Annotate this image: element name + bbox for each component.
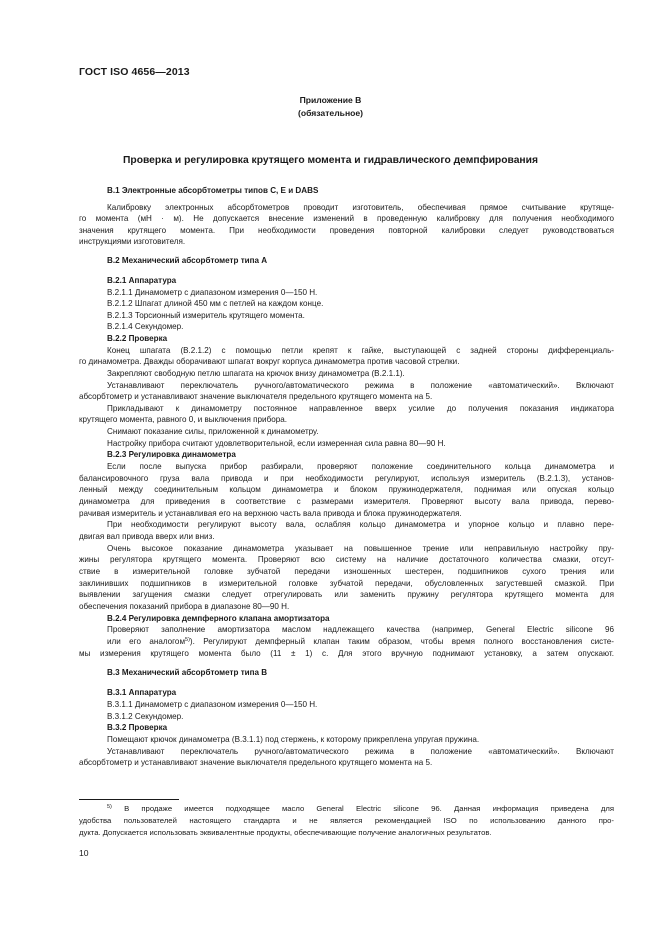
text-line: Помещают крючок динамометра (В.3.1.1) под стержень, к которому прикреплена упругая пружина. [107,735,480,744]
section-heading: Проверка и регулировка крутящего момента и гидравлического демпфирования [123,155,538,166]
text-line: мы измерения крутящего момента было (11 ± 1) с. Для этого вручную поднимают установку, а затем опускают. [79,649,614,658]
text-line: жины регулятора крутящего момента. Проверяют всю систему на наличие достаточного количества смазки, отсут- [79,555,614,564]
text-line: двигая вал привода вверх или вниз. [79,532,215,541]
text-line: абсорбтометр и устанавливают значение выключателя предельного крутящего момента на 5. [79,392,433,401]
text-line: крутящего момента, равного 0, и выключения прибора. [79,415,287,424]
text-line: ленный между соединительным кольцом динамометра и блоком пружинодержателя, поднимая или опуская кольцо [79,485,614,494]
text-line: В.2.1.2 Шпагат длиной 450 мм с петлей на каждом конце. [107,299,324,308]
text-line: го динамометра. Дважды оборачивают шпагат вокруг корпуса динамометра против часовой стрелки. [79,357,460,366]
text-line: абсорбтометр и устанавливают значение выключателя предельного крутящего момента на 5. [79,758,433,767]
text-line: Проверяют заполнение амортизатора маслом надлежащего качества (например, General Electric silicone 96 [107,625,614,634]
subsection-heading: В.2.3 Регулировка динамометра [107,450,236,459]
text-line: Устанавливают переключатель ручного/автоматического режима в положение «автоматический». Включают [107,747,614,756]
text-line-oil [79,637,614,647]
subsection-heading: В.1 Электронные абсорбтометры типов С, Е и DABS [107,186,319,195]
subsection-heading: В.3.1 Аппаратура [107,688,177,697]
footnote-mark: 5) [107,804,112,810]
footnote-first: В продаже имеется подходящее масло General Electric silicone 96. Данная информация приведена для [124,804,615,813]
text-line: заклинивших подшипников в измерительной головке зубчатой передачи, обусловленных загустевшей смазкой. При [79,579,614,588]
text-line: выявлении загущения смазки следует отрегулировать или заменить пружину регулятора крутящего момента для [79,590,614,599]
text-line: динамометра для приведения в соответствие с размерами измерителя. Проверяют высоту вала привода, перево- [79,497,614,506]
text-line: В.2.1.3 Торсионный измеритель крутящего момента. [107,311,305,320]
text-line: инструкциями изготовителя. [79,237,186,246]
footnote-rule [79,799,179,800]
subsection-heading: В.2.4 Регулировка демпферного клапана амортизатора [107,614,330,623]
text-line: обеспечения показаний прибора в диапазоне 80—90 Н. [79,602,290,611]
footnote-line-1 [79,804,614,814]
text-line: Конец шпагата (В.2.1.2) с помощью петли крепят к гайке, выступающей с задней стороны дифференциаль- [107,346,614,355]
text-line: Прикладывают к динамометру постоянное направленное вверх усилие до получения показания индикатора [107,404,614,413]
text-line: го момента (мН · м). Не допускается внесение изменений в проведенную калибровку для получения необходимого [79,214,614,223]
appendix-status: (обязательное) [297,108,364,118]
oil-line-before: или его аналогом [107,637,186,646]
appendix-title: Приложение В [299,95,362,105]
subsection-heading: В.3 Механический абсорбтометр типа В [107,668,268,677]
text-line: В.2.1.4 Секундомер. [107,322,184,331]
subsection-heading: В.3.2 Проверка [107,723,168,732]
standard-header: ГОСТ ISO 4656—2013 [79,66,190,78]
text-line: Если после выпуска прибор разбирали, проверяют положение соединительного кольца динамометра и [107,462,614,471]
subsection-heading: В.2.2 Проверка [107,334,168,343]
footnote-line-2: удобства пользователей настоящего стандарта и не является рекомендацией ISO по использованию данного про- [79,816,614,825]
text-line: В.3.1.2 Секундомер. [107,712,184,721]
text-line: В.3.1.1 Динамометр с диапазоном измерения 0—150 Н. [107,700,318,709]
text-line: При необходимости регулируют высоту вала, ослабляя кольцо динамометра и упорное кольцо и плавно пере- [107,520,614,529]
subsection-heading: В.2 Механический абсорбтометр типа А [107,256,268,265]
text-line: Очень высокое показание динамометра указывает на повышенное трение или неправильную настройку пру- [107,544,614,553]
text-line: ствие в измерительной головке зубчатой передачи изношенных шестерен, подшипников сухого трения или [79,567,614,576]
text-line: балансировочного груза вала привода и при необходимости регулируют, используя измеритель (В.2.1.3), установ- [79,474,614,483]
page-number: 10 [79,848,89,858]
subsection-heading: В.2.1 Аппаратура [107,276,177,285]
text-line: Устанавливают переключатель ручного/автоматического режима в положение «автоматический». Включают [107,381,614,390]
text-line: Закрепляют свободную петлю шпагата на крючок внизу динамометра (В.2.1.1). [107,369,405,378]
footnote-line-3: дукта. Допускается использовать эквивалентные продукты, обеспечивающие получение аналогичных результатов. [79,828,492,837]
text-line: В.2.1.1 Динамометр с диапазоном измерения 0—150 Н. [107,288,318,297]
oil-line-after: ). Регулируют демпферный клапан таким образом, чтобы время полного восстановления систе- [189,637,615,646]
text-line: рачивая измеритель и устанавливая его на верхнюю часть вала привода и блока пружинодержателя. [79,509,462,518]
text-line: Снимают показание силы, приложенной к динамометру. [107,427,319,436]
text-line: Настройку прибора считают удовлетворительной, если измеренная сила равна 80—90 Н. [107,439,446,448]
footnote-ref: 5) [185,637,190,643]
text-line: значения крутящего момента. При необходимости проведения повторной калибровки следует руководствоваться [79,226,614,235]
text-line: Калибровку электронных абсорбтометров проводит изготовитель, обеспечивая прямое считывание крутяще- [107,203,614,212]
